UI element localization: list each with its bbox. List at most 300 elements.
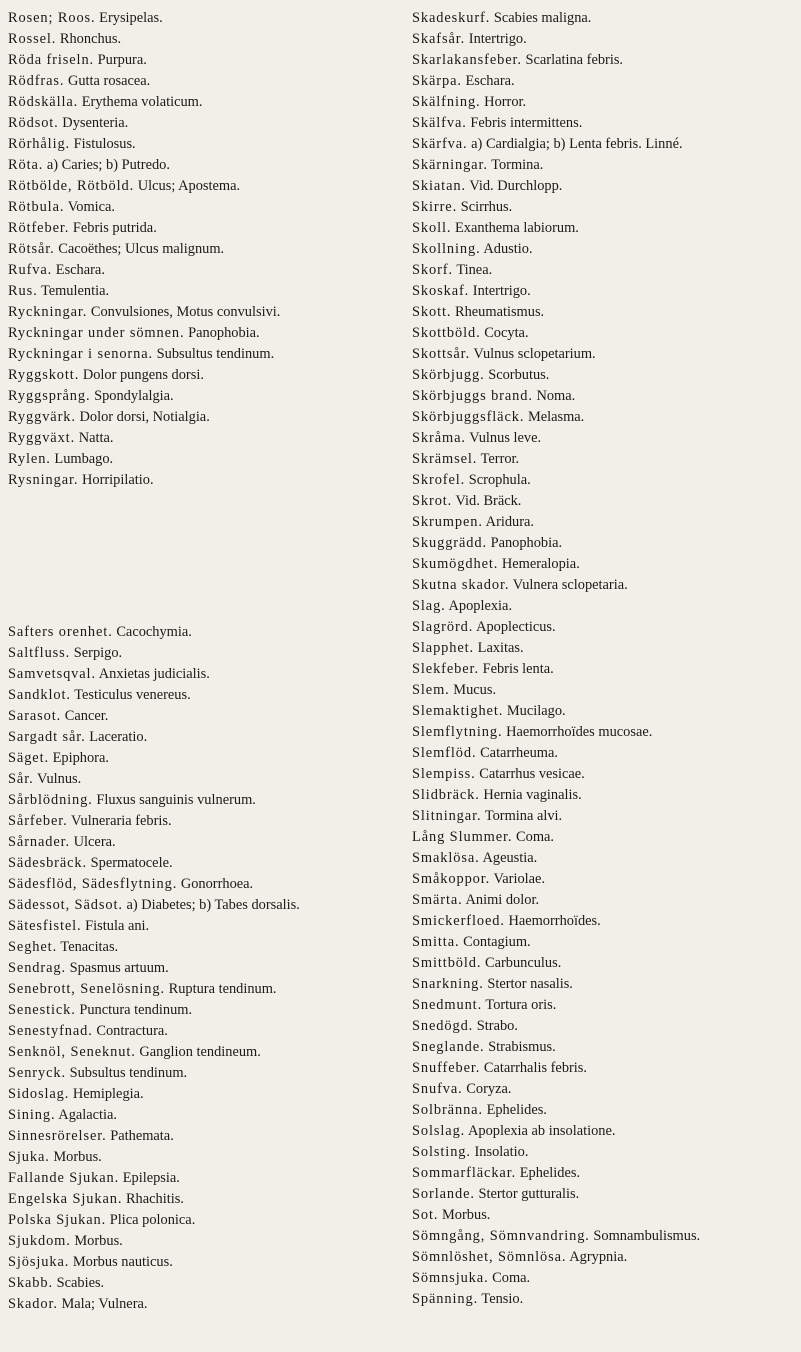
entry-headword: Safters orenhet. bbox=[8, 624, 113, 640]
entry-headword: Ryckningar i senorna. bbox=[8, 346, 154, 362]
entry-definition: Somnambulismus. bbox=[593, 1228, 701, 1244]
entry-headword: Ryggskott. bbox=[8, 367, 80, 383]
entry-headword: Senebrott, Senelösning. bbox=[8, 981, 165, 997]
dictionary-entry bbox=[412, 1016, 797, 1037]
entry-headword: Sinnesrörelser. bbox=[8, 1128, 107, 1144]
dictionary-entry bbox=[412, 827, 797, 848]
dictionary-entry bbox=[8, 769, 393, 790]
entry-definition: Catarrhus vesicae. bbox=[479, 766, 585, 782]
dictionary-entry bbox=[412, 1121, 797, 1142]
entry-headword: Sot. bbox=[412, 1207, 439, 1223]
entry-headword: Sjukdom. bbox=[8, 1233, 71, 1249]
entry-definition: Convulsiones, Motus convulsivi. bbox=[90, 304, 281, 320]
dictionary-entry bbox=[412, 1289, 797, 1310]
entry-headword: Solsting. bbox=[412, 1144, 471, 1160]
entry-headword: Rylen. bbox=[8, 451, 51, 467]
entry-headword: Rus. bbox=[8, 283, 38, 299]
entry-headword: Skörbjugg. bbox=[412, 367, 485, 383]
entry-headword: Skärpa. bbox=[412, 73, 462, 89]
dictionary-entry bbox=[8, 1252, 393, 1273]
entry-definition: Plica polonica. bbox=[109, 1212, 196, 1228]
entry-definition: Cocyta. bbox=[484, 325, 529, 341]
entry-definition: Apoplecticus. bbox=[476, 619, 556, 635]
entry-definition: Agrypnia. bbox=[569, 1249, 628, 1265]
dictionary-entry bbox=[8, 748, 393, 769]
dictionary-entry bbox=[8, 622, 393, 643]
entry-headword: Skärningar. bbox=[412, 157, 488, 173]
entry-headword: Slekfeber. bbox=[412, 661, 479, 677]
dictionary-entry bbox=[412, 512, 797, 533]
dictionary-entry bbox=[412, 365, 797, 386]
entry-headword: Skrot. bbox=[412, 493, 453, 509]
entry-headword: Slitningar. bbox=[412, 808, 482, 824]
entry-definition: Vid. Bräck. bbox=[455, 493, 522, 509]
entry-definition: a) Diabetes; b) Tabes dorsalis. bbox=[126, 897, 300, 913]
entry-headword: Engelska Sjukan. bbox=[8, 1191, 123, 1207]
entry-definition: Tortura oris. bbox=[485, 997, 557, 1013]
entry-definition: Tinea. bbox=[456, 262, 493, 278]
entry-definition: Epiphora. bbox=[52, 750, 109, 766]
dictionary-entry bbox=[412, 764, 797, 785]
entry-definition: Mucilago. bbox=[506, 703, 566, 719]
entry-headword: Skälfning. bbox=[412, 94, 481, 110]
dictionary-entry bbox=[8, 449, 393, 470]
entry-headword: Snedmunt. bbox=[412, 997, 483, 1013]
dictionary-entry bbox=[412, 995, 797, 1016]
entry-definition: Lumbago. bbox=[54, 451, 114, 467]
entry-definition: Gutta rosacea. bbox=[67, 73, 151, 89]
entry-definition: Vid. Durchlopp. bbox=[469, 178, 563, 194]
dictionary-entry bbox=[412, 71, 797, 92]
entry-headword: Snufva. bbox=[412, 1081, 463, 1097]
dictionary-entry bbox=[412, 134, 797, 155]
dictionary-entry bbox=[8, 134, 393, 155]
entry-definition: Melasma. bbox=[527, 409, 585, 425]
right-column-entries bbox=[412, 8, 797, 1310]
entry-definition: Scirrhus. bbox=[460, 199, 513, 215]
entry-headword: Slemaktighet. bbox=[412, 703, 504, 719]
dictionary-entry bbox=[412, 8, 797, 29]
entry-headword: Solslag. bbox=[412, 1123, 466, 1139]
entry-headword: Skärfva. bbox=[412, 136, 468, 152]
dictionary-entry bbox=[412, 638, 797, 659]
entry-headword: Sårnader. bbox=[8, 834, 71, 850]
entry-headword: Solbränna. bbox=[412, 1102, 483, 1118]
entry-definition: Coma. bbox=[516, 829, 555, 845]
dictionary-entry bbox=[412, 281, 797, 302]
dictionary-entry bbox=[412, 197, 797, 218]
entry-headword: Sneglande. bbox=[412, 1039, 485, 1055]
entry-headword: Skottsår. bbox=[412, 346, 471, 362]
entry-definition: Pathemata. bbox=[110, 1128, 174, 1144]
entry-headword: Skråma. bbox=[412, 430, 466, 446]
dictionary-entry bbox=[8, 1000, 393, 1021]
entry-headword: Röta. bbox=[8, 157, 44, 173]
dictionary-entry bbox=[8, 937, 393, 958]
entry-headword: Fallande Sjukan. bbox=[8, 1170, 120, 1186]
entry-headword: Samvetsqval. bbox=[8, 666, 96, 682]
entry-headword: Rötsår. bbox=[8, 241, 55, 257]
entry-definition: Spermatocele. bbox=[90, 855, 173, 871]
entry-definition: Erysipelas. bbox=[99, 10, 163, 26]
entry-definition: Dolor pungens dorsi. bbox=[82, 367, 204, 383]
dictionary-entry bbox=[8, 1105, 393, 1126]
dictionary-entry bbox=[412, 29, 797, 50]
entry-definition: Purpura. bbox=[97, 52, 147, 68]
dictionary-entry bbox=[412, 911, 797, 932]
entry-definition: Horror. bbox=[484, 94, 527, 110]
dictionary-entry bbox=[412, 932, 797, 953]
dictionary-entry bbox=[8, 386, 393, 407]
dictionary-entry bbox=[8, 727, 393, 748]
dictionary-entry bbox=[8, 176, 393, 197]
entry-definition: Dolor dorsi, Notialgia. bbox=[79, 409, 210, 425]
dictionary-entry bbox=[412, 806, 797, 827]
dictionary-entry bbox=[412, 50, 797, 71]
dictionary-entry bbox=[8, 365, 393, 386]
entry-definition: Apoplexia. bbox=[448, 598, 513, 614]
entry-definition: Variolae. bbox=[493, 871, 546, 887]
dictionary-entry bbox=[8, 1063, 393, 1084]
dictionary-entry bbox=[8, 155, 393, 176]
dictionary-entry bbox=[8, 428, 393, 449]
entry-headword: Skador. bbox=[8, 1296, 58, 1312]
entry-definition: Adustio. bbox=[483, 241, 533, 257]
entry-headword: Skutna skador. bbox=[412, 577, 510, 593]
dictionary-entry bbox=[8, 344, 393, 365]
entry-headword: Rödsot. bbox=[8, 115, 59, 131]
entry-definition: Febris intermittens. bbox=[470, 115, 583, 131]
dictionary-entry bbox=[412, 386, 797, 407]
entry-definition: Laxitas. bbox=[477, 640, 524, 656]
entry-definition: Scabies. bbox=[56, 1275, 105, 1291]
entry-headword: Saltfluss. bbox=[8, 645, 71, 661]
entry-headword: Sädesflöd, Sädesflytning. bbox=[8, 876, 178, 892]
entry-definition: Haemorrhoïdes mucosae. bbox=[506, 724, 653, 740]
dictionary-entry bbox=[412, 1100, 797, 1121]
dictionary-entry bbox=[412, 323, 797, 344]
entry-definition: Catarrhalis febris. bbox=[483, 1060, 588, 1076]
entry-headword: Skumögdhet. bbox=[412, 556, 499, 572]
entry-definition: Vulneraria febris. bbox=[70, 813, 172, 829]
entry-definition: Rhonchus. bbox=[59, 31, 122, 47]
dictionary-entry bbox=[8, 1021, 393, 1042]
dictionary-entry bbox=[412, 1058, 797, 1079]
entry-definition: Vulnera sclopetaria. bbox=[512, 577, 628, 593]
entry-headword: Senestick. bbox=[8, 1002, 76, 1018]
entry-definition: Scabies maligna. bbox=[493, 10, 592, 26]
dictionary-entry bbox=[412, 953, 797, 974]
entry-definition: Contractura. bbox=[96, 1023, 168, 1039]
dictionary-entry bbox=[412, 155, 797, 176]
entry-headword: Sömnlöshet, Sömnlösa. bbox=[412, 1249, 567, 1265]
entry-headword: Skörbjuggsfläck. bbox=[412, 409, 525, 425]
entry-definition: Intertrigo. bbox=[472, 283, 531, 299]
entry-headword: Skrumpen. bbox=[412, 514, 483, 530]
dictionary-entry bbox=[412, 575, 797, 596]
entry-definition: Rhachitis. bbox=[125, 1191, 184, 1207]
dictionary-entry bbox=[8, 1126, 393, 1147]
entry-definition: Tenacitas. bbox=[60, 939, 119, 955]
entry-definition: Dysenteria. bbox=[62, 115, 129, 131]
entry-definition: Panophobia. bbox=[188, 325, 260, 341]
dictionary-entry bbox=[8, 407, 393, 428]
entry-definition: Natta. bbox=[78, 430, 114, 446]
entry-headword: Rossel. bbox=[8, 31, 57, 47]
left-column-top-entries bbox=[8, 8, 393, 491]
entry-definition: a) Caries; b) Putredo. bbox=[46, 157, 170, 173]
dictionary-entry bbox=[412, 848, 797, 869]
entry-headword: Slemflöd. bbox=[412, 745, 477, 761]
entry-definition: Spasmus artuum. bbox=[69, 960, 169, 976]
entry-headword: Lång Slummer. bbox=[412, 829, 513, 845]
dictionary-entry bbox=[412, 302, 797, 323]
dictionary-entry bbox=[8, 260, 393, 281]
entry-definition: Ephelides. bbox=[519, 1165, 581, 1181]
entry-headword: Rörhålig. bbox=[8, 136, 71, 152]
dictionary-entry bbox=[8, 239, 393, 260]
entry-definition: Intertrigo. bbox=[468, 31, 527, 47]
entry-headword: Snedögd. bbox=[412, 1018, 474, 1034]
entry-definition: Temulentia. bbox=[40, 283, 110, 299]
entry-definition: Ruptura tendinum. bbox=[168, 981, 277, 997]
dictionary-entry bbox=[8, 92, 393, 113]
entry-definition: Febris lenta. bbox=[482, 661, 554, 677]
entry-headword: Sårblödning. bbox=[8, 792, 93, 808]
dictionary-entry bbox=[8, 113, 393, 134]
entry-headword: Skollning. bbox=[412, 241, 481, 257]
dictionary-entry bbox=[412, 113, 797, 134]
entry-headword: Spänning. bbox=[412, 1291, 479, 1307]
entry-headword: Slag. bbox=[412, 598, 446, 614]
entry-definition: Carbunculus. bbox=[484, 955, 562, 971]
entry-definition: Rheumatismus. bbox=[455, 304, 545, 320]
dictionary-entry bbox=[8, 895, 393, 916]
dictionary-entry bbox=[412, 407, 797, 428]
entry-headword: Skrämsel. bbox=[412, 451, 478, 467]
entry-headword: Skrofel. bbox=[412, 472, 466, 488]
entry-headword: Rötbula. bbox=[8, 199, 65, 215]
entry-definition: Morbus. bbox=[74, 1233, 123, 1249]
entry-definition: Fluxus sanguinis vulnerum. bbox=[96, 792, 256, 808]
entry-headword: Rödfras. bbox=[8, 73, 65, 89]
dictionary-entry bbox=[8, 197, 393, 218]
entry-headword: Ryckningar under sömnen. bbox=[8, 325, 185, 341]
dictionary-entry bbox=[412, 1184, 797, 1205]
entry-headword: Småkoppor. bbox=[412, 871, 491, 887]
entry-definition: Strabo. bbox=[476, 1018, 518, 1034]
entry-definition: Tormina alvi. bbox=[484, 808, 563, 824]
entry-definition: Laceratio. bbox=[89, 729, 148, 745]
dictionary-entry bbox=[412, 722, 797, 743]
dictionary-entry bbox=[8, 1042, 393, 1063]
dictionary-entry bbox=[412, 743, 797, 764]
entry-headword: Sädessot, Sädsot. bbox=[8, 897, 123, 913]
dictionary-entry bbox=[412, 239, 797, 260]
dictionary-entry bbox=[412, 869, 797, 890]
dictionary-entry bbox=[412, 1079, 797, 1100]
dictionary-entry bbox=[8, 281, 393, 302]
entry-definition: Subsultus tendinum. bbox=[69, 1065, 188, 1081]
dictionary-entry bbox=[8, 1294, 393, 1315]
entry-definition: Eschara. bbox=[55, 262, 105, 278]
entry-definition: Vulnus sclopetarium. bbox=[473, 346, 596, 362]
entry-definition: Stertor gutturalis. bbox=[478, 1186, 580, 1202]
entry-headword: Sårfeber. bbox=[8, 813, 68, 829]
entry-headword: Skottböld. bbox=[412, 325, 481, 341]
entry-definition: Ulcera. bbox=[73, 834, 116, 850]
entry-definition: Apoplexia ab insolatione. bbox=[468, 1123, 616, 1139]
dictionary-entry bbox=[8, 832, 393, 853]
entry-definition: a) Cardialgia; b) Lenta febris. Linné. bbox=[471, 136, 683, 152]
entry-headword: Sjösjuka. bbox=[8, 1254, 70, 1270]
dictionary-entry bbox=[8, 874, 393, 895]
dictionary-entry bbox=[412, 596, 797, 617]
entry-headword: Snuffeber. bbox=[412, 1060, 481, 1076]
entry-definition: Eschara. bbox=[465, 73, 515, 89]
entry-headword: Smaklösa. bbox=[412, 850, 480, 866]
entry-definition: Strabismus. bbox=[488, 1039, 556, 1055]
entry-definition: Ganglion tendineum. bbox=[139, 1044, 261, 1060]
entry-headword: Sjuka. bbox=[8, 1149, 50, 1165]
dictionary-entry bbox=[412, 1268, 797, 1289]
entry-headword: Skadeskurf. bbox=[412, 10, 491, 26]
entry-definition: Testiculus venereus. bbox=[74, 687, 191, 703]
dictionary-entry bbox=[412, 491, 797, 512]
dictionary-entry bbox=[8, 790, 393, 811]
left-column bbox=[8, 8, 393, 1315]
entry-headword: Polska Sjukan. bbox=[8, 1212, 107, 1228]
dictionary-entry bbox=[8, 1084, 393, 1105]
entry-headword: Senknöl, Seneknut. bbox=[8, 1044, 136, 1060]
entry-definition: Coryza. bbox=[466, 1081, 512, 1097]
entry-headword: Skorf. bbox=[412, 262, 453, 278]
entry-headword: Sining. bbox=[8, 1107, 56, 1123]
entry-headword: Skabb. bbox=[8, 1275, 53, 1291]
entry-headword: Senestyfnad. bbox=[8, 1023, 93, 1039]
entry-definition: Febris putrida. bbox=[72, 220, 157, 236]
entry-headword: Rufva. bbox=[8, 262, 53, 278]
entry-headword: Skoll. bbox=[412, 220, 452, 236]
entry-definition: Scrophula. bbox=[468, 472, 531, 488]
entry-definition: Cacoëthes; Ulcus malignum. bbox=[58, 241, 225, 257]
entry-headword: Röda friseln. bbox=[8, 52, 95, 68]
entry-headword: Ryggväxt. bbox=[8, 430, 76, 446]
dictionary-entry bbox=[412, 680, 797, 701]
dictionary-entry bbox=[8, 50, 393, 71]
entry-definition: Horripilatio. bbox=[82, 472, 154, 488]
dictionary-entry bbox=[412, 92, 797, 113]
entry-headword: Rosen; Roos. bbox=[8, 10, 96, 26]
entry-headword: Sidoslag. bbox=[8, 1086, 70, 1102]
entry-headword: Sömnsjuka. bbox=[412, 1270, 489, 1286]
entry-headword: Smittböld. bbox=[412, 955, 482, 971]
entry-headword: Sandklot. bbox=[8, 687, 71, 703]
dictionary-entry bbox=[412, 449, 797, 470]
entry-headword: Skirre. bbox=[412, 199, 458, 215]
column-gap bbox=[8, 491, 393, 622]
right-column bbox=[412, 8, 797, 1310]
entry-headword: Sendrag. bbox=[8, 960, 66, 976]
dictionary-entry bbox=[8, 1231, 393, 1252]
dictionary-entry bbox=[412, 1226, 797, 1247]
entry-definition: Cacochymia. bbox=[116, 624, 192, 640]
dictionary-entry bbox=[412, 785, 797, 806]
dictionary-entry bbox=[8, 1147, 393, 1168]
dictionary-entry bbox=[412, 344, 797, 365]
entry-definition: Morbus. bbox=[53, 1149, 102, 1165]
entry-headword: Slempiss. bbox=[412, 766, 476, 782]
dictionary-entry bbox=[8, 218, 393, 239]
dictionary-entry bbox=[412, 218, 797, 239]
dictionary-entry bbox=[412, 974, 797, 995]
entry-headword: Smärta. bbox=[412, 892, 463, 908]
entry-headword: Rötbölde, Rötböld. bbox=[8, 178, 135, 194]
entry-definition: Hemeralopia. bbox=[501, 556, 580, 572]
entry-definition: Vomica. bbox=[67, 199, 116, 215]
dictionary-entry bbox=[412, 659, 797, 680]
entry-headword: Slidbräck. bbox=[412, 787, 480, 803]
entry-headword: Seghet. bbox=[8, 939, 58, 955]
entry-headword: Skarlakansfeber. bbox=[412, 52, 522, 68]
dictionary-entry bbox=[412, 428, 797, 449]
dictionary-entry bbox=[412, 1163, 797, 1184]
entry-headword: Ryggvärk. bbox=[8, 409, 76, 425]
dictionary-entry bbox=[8, 29, 393, 50]
entry-definition: Animi dolor. bbox=[465, 892, 540, 908]
dictionary-entry bbox=[8, 8, 393, 29]
entry-headword: Säget. bbox=[8, 750, 49, 766]
dictionary-entry bbox=[412, 260, 797, 281]
entry-headword: Sommarfläckar. bbox=[412, 1165, 517, 1181]
dictionary-entry bbox=[8, 958, 393, 979]
entry-headword: Sömngång, Sömnvandring. bbox=[412, 1228, 590, 1244]
entry-headword: Skoskaf. bbox=[412, 283, 470, 299]
dictionary-entry bbox=[412, 1205, 797, 1226]
left-column-bottom-entries bbox=[8, 622, 393, 1315]
entry-definition: Vulnus. bbox=[36, 771, 82, 787]
entry-headword: Rödskälla. bbox=[8, 94, 79, 110]
dictionary-entry bbox=[8, 1273, 393, 1294]
entry-definition: Tensio. bbox=[481, 1291, 524, 1307]
dictionary-entry bbox=[412, 554, 797, 575]
entry-definition: Hernia vaginalis. bbox=[483, 787, 582, 803]
entry-definition: Vulnus leve. bbox=[469, 430, 542, 446]
dictionary-entry bbox=[8, 685, 393, 706]
entry-definition: Catarrheuma. bbox=[480, 745, 558, 761]
entry-headword: Slapphet. bbox=[412, 640, 475, 656]
entry-headword: Skott. bbox=[412, 304, 452, 320]
entry-definition: Mala; Vulnera. bbox=[61, 1296, 148, 1312]
entry-definition: Tormina. bbox=[491, 157, 544, 173]
entry-headword: Skälfva. bbox=[412, 115, 467, 131]
entry-definition: Haemorrhoïdes. bbox=[508, 913, 601, 929]
entry-headword: Sargadt sår. bbox=[8, 729, 86, 745]
entry-headword: Sarasot. bbox=[8, 708, 62, 724]
entry-definition: Morbus nauticus. bbox=[72, 1254, 173, 1270]
dictionary-entry bbox=[8, 1210, 393, 1231]
entry-definition: Scarlatina febris. bbox=[525, 52, 624, 68]
dictionary-entry bbox=[8, 916, 393, 937]
entry-definition: Cancer. bbox=[64, 708, 109, 724]
entry-definition: Subsultus tendinum. bbox=[156, 346, 275, 362]
entry-definition: Epilepsia. bbox=[122, 1170, 180, 1186]
entry-headword: Skiatan. bbox=[412, 178, 466, 194]
entry-definition: Erythema volaticum. bbox=[81, 94, 203, 110]
dictionary-entry bbox=[8, 643, 393, 664]
entry-headword: Smitta. bbox=[412, 934, 460, 950]
entry-definition: Exanthema labiorum. bbox=[455, 220, 579, 236]
